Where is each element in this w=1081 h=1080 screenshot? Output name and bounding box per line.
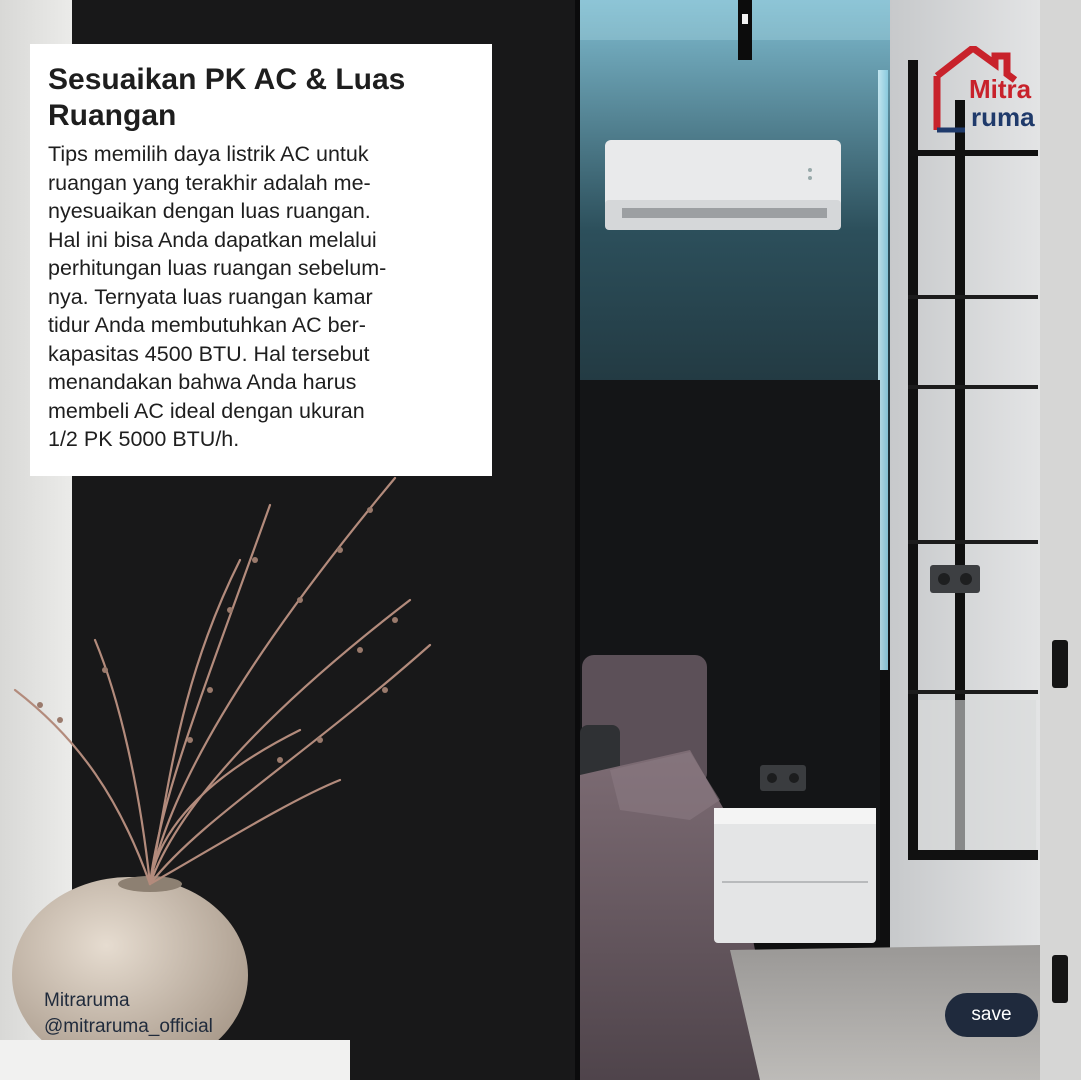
body-line: nyesuaikan dengan luas ruangan. bbox=[48, 199, 371, 223]
body-line: Tips memilih daya listrik AC untuk bbox=[48, 142, 369, 166]
info-card bbox=[30, 44, 492, 476]
post-credit bbox=[44, 988, 213, 1040]
credit-name: Mitraruma bbox=[44, 990, 130, 1011]
body-line: kapasitas 4500 BTU. Hal tersebut bbox=[48, 341, 370, 366]
body-line: ruangan yang terakhir adalah me- bbox=[48, 170, 371, 195]
body-line: Hal ini bisa Anda dapatkan melalui bbox=[48, 227, 377, 252]
save-button[interactable]: save bbox=[945, 993, 1038, 1037]
post-body bbox=[48, 140, 478, 454]
body-line: perhitungan luas ruangan sebelum- bbox=[48, 256, 387, 280]
logo-text-ruma: ruma bbox=[971, 102, 1035, 132]
credit-handle: @mitraruma_official bbox=[44, 1016, 213, 1037]
body-line: membeli AC ideal dengan ukuran bbox=[48, 398, 365, 423]
logo-text-mitra: Mitra bbox=[969, 74, 1032, 104]
body-line: tidur Anda membutuhkan AC ber- bbox=[48, 313, 366, 337]
body-line: 1/2 PK 5000 BTU/h. bbox=[48, 427, 240, 451]
mitraruma-logo bbox=[931, 46, 1051, 141]
post-title: Sesuaikan PK AC & Luas Ruangan bbox=[48, 63, 406, 132]
body-line: nya. Ternyata luas ruangan kamar bbox=[48, 284, 373, 309]
body-line: menandakan bahwa Anda harus bbox=[48, 370, 357, 394]
